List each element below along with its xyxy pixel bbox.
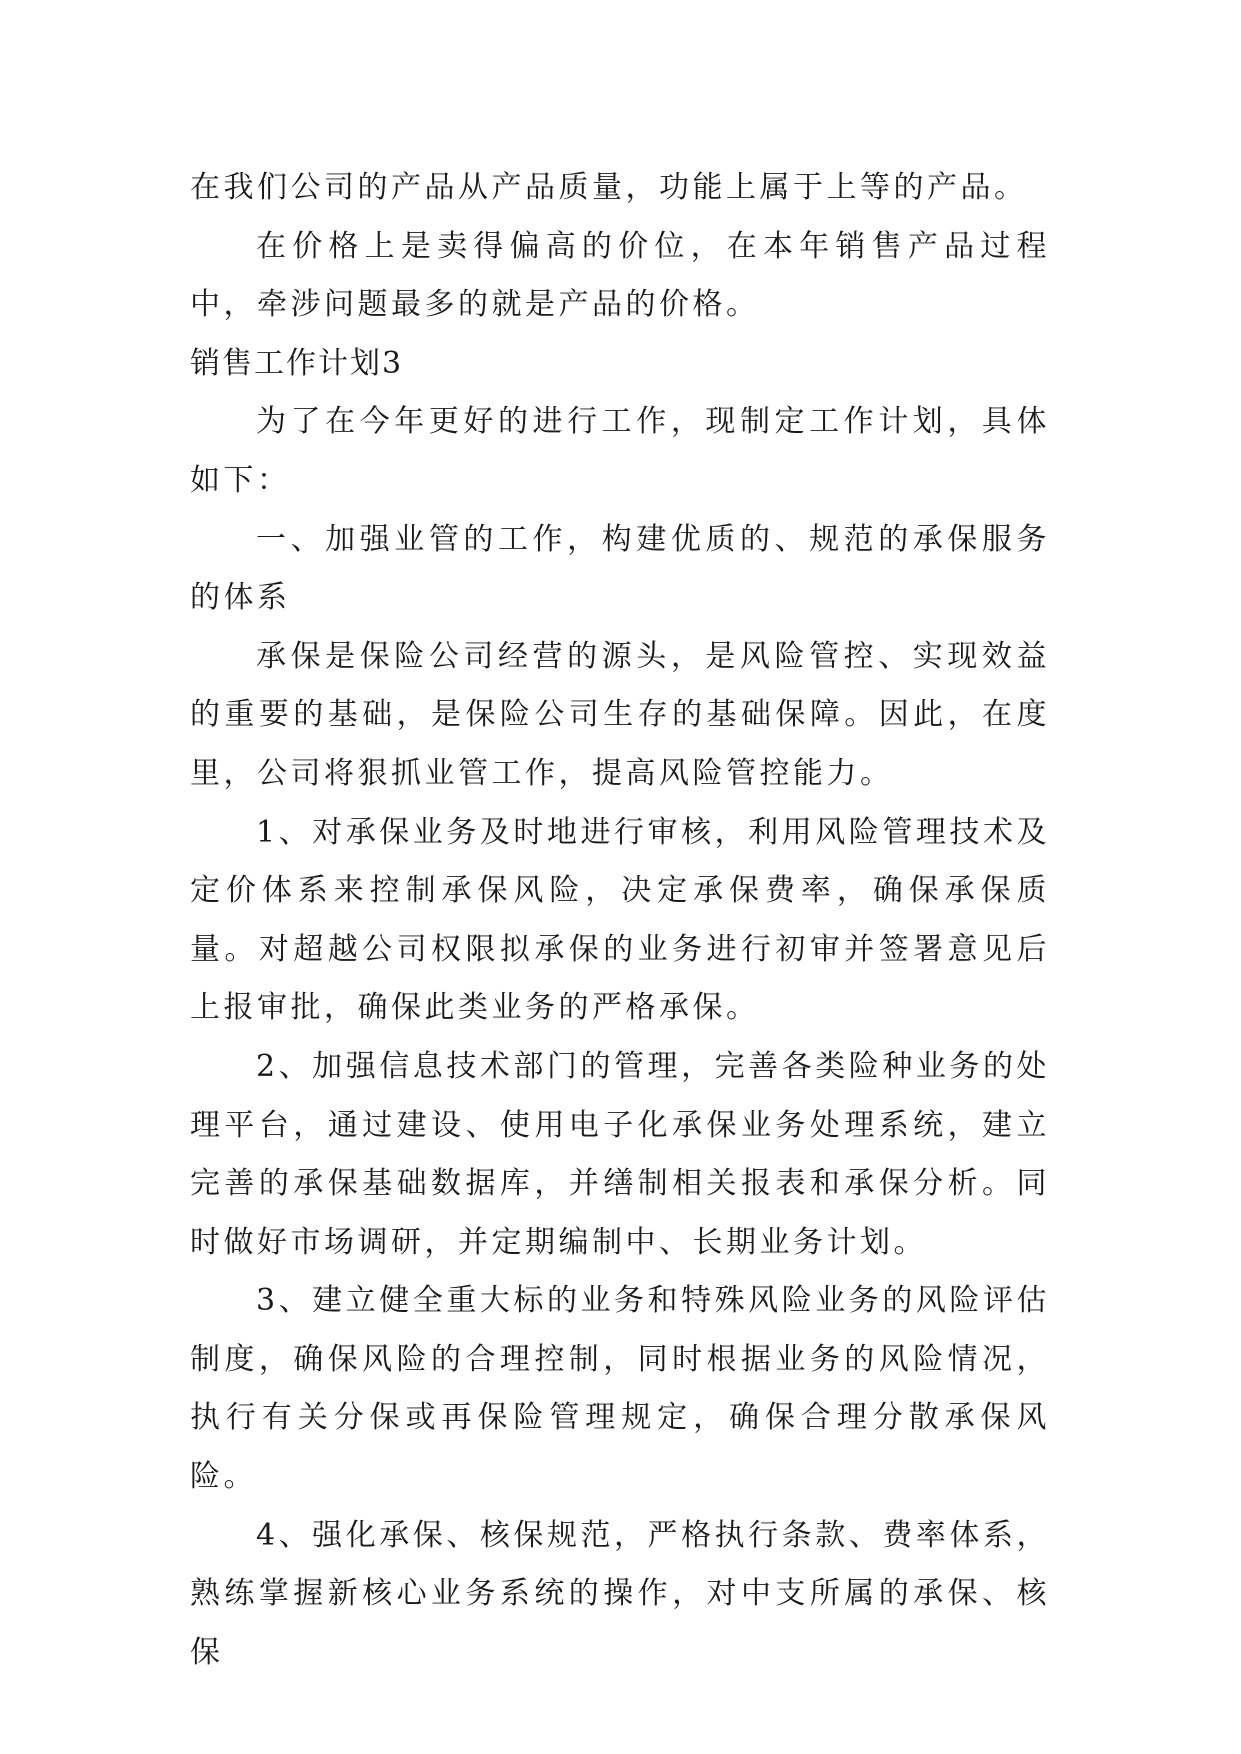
paragraph: 1、对承保业务及时地进行审核，利用风险管理技术及定价体系来控制承保风险，决定承保费率，确保承保质量。对超越公司权限拟承保的业务进行初审并签署意见后上报审批，确保此类业务的严格承保。 bbox=[190, 814, 1050, 1026]
paragraph: 2、加强信息技术部门的管理，完善各类险种业务的处理平台，通过建设、使用电子化承保业务处理系统，建立完善的承保基础数据库，并缮制相关报表和承保分析。同时做好市场调研，并定期编制中、长期业务计划。 bbox=[190, 1048, 1050, 1260]
paragraph: 在价格上是卖得偏高的价位，在本年销售产品过程中，牵涉问题最多的就是产品的价格。 bbox=[190, 228, 1050, 323]
paragraph: 承保是保险公司经营的源头，是风险管控、实现效益的重要的基础，是保险公司生存的基础保障。因此，在度里，公司将狠抓业管工作，提高风险管控能力。 bbox=[190, 638, 1050, 791]
paragraph: 在我们公司的产品从产品质量，功能上属于上等的产品。 bbox=[190, 170, 1028, 205]
section-heading: 销售工作计划3 bbox=[190, 345, 404, 381]
paragraph: 一、加强业管的工作，构建优质的、规范的承保服务的体系 bbox=[190, 521, 1050, 616]
paragraph: 为了在今年更好的进行工作，现制定工作计划，具体如下： bbox=[190, 404, 1050, 498]
paragraph: 3、建立健全重大标的业务和特殊风险业务的风险评估制度，确保风险的合理控制，同时根据业务的风险情况，执行有关分保或再保险管理规定，确保合理分散承保风险。 bbox=[190, 1283, 1050, 1495]
paragraph: 4、强化承保、核保规范，严格执行条款、费率体系，熟练掌握新核心业务系统的操作，对中支所属的承保、核保 bbox=[190, 1517, 1050, 1670]
document-body bbox=[190, 159, 1050, 1682]
